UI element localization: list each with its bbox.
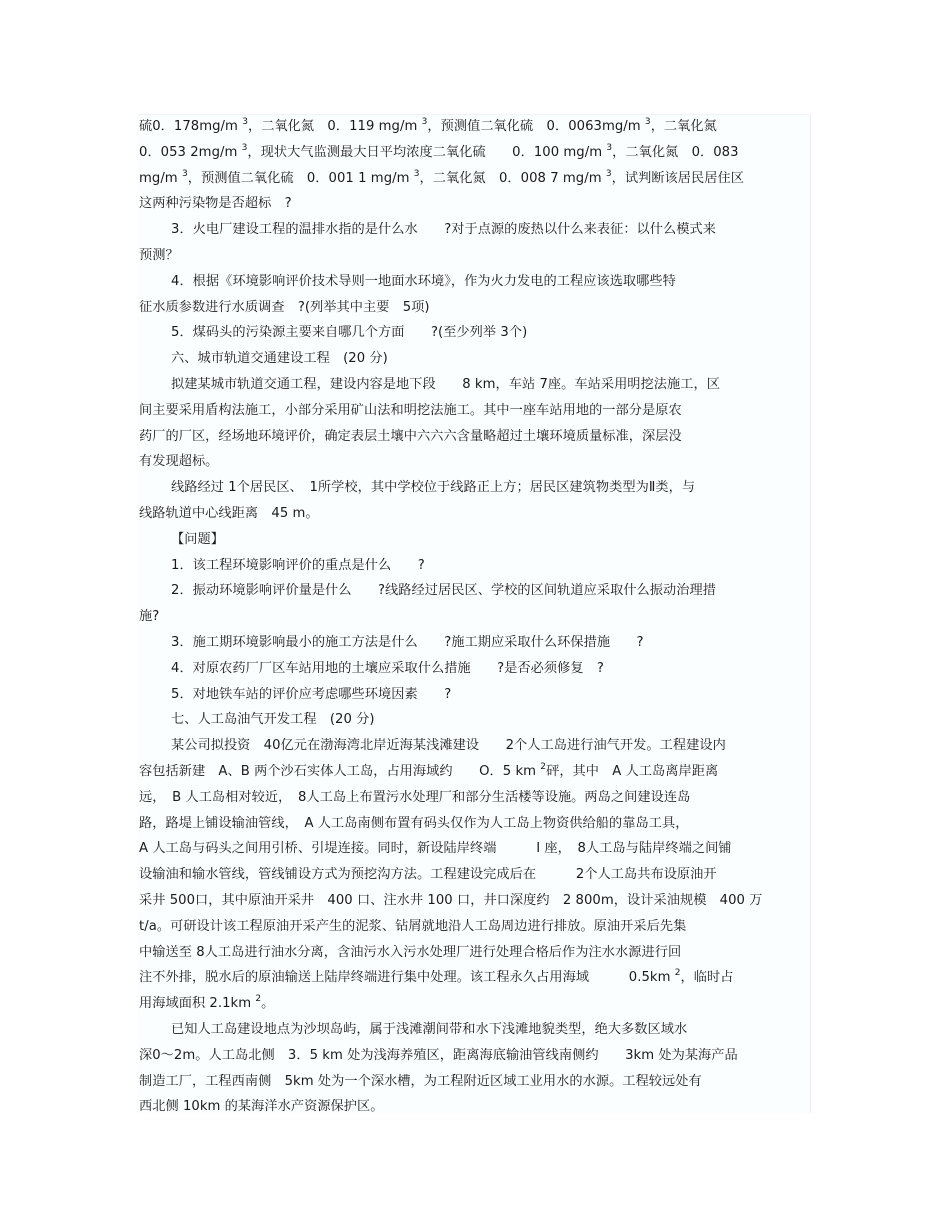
text-run: 4．对原农药厂厂区车站用地的土壤应采取什么措施 ?是否必须修复 ? — [171, 660, 604, 676]
text-run: 中输送至 8人工岛进行油水分离，含油污水入污水处理厂进行处理合格后作为注水水源进行回 — [139, 944, 682, 960]
text-run: 征水质参数进行水质调查 ?(列举其中主要 5项) — [139, 299, 430, 315]
text-line — [171, 220, 716, 240]
text-line — [139, 788, 690, 808]
text-line — [139, 865, 717, 885]
text-line — [139, 117, 717, 137]
text-run: 5．煤码头的污染源主要来自哪几个方面 ?(至少列举 3个) — [171, 325, 528, 341]
text-run: mg/m — [139, 170, 182, 186]
superscript: 3 — [241, 142, 248, 153]
text-run: ，临时占 — [680, 970, 734, 986]
text-line — [139, 607, 159, 627]
text-run: 拟建某城市轨道交通工程，建设内容是地下段 8 km，车站 7座。车站采用明挖法施工，区 — [171, 377, 720, 392]
text-line — [139, 1072, 702, 1092]
text-line — [139, 246, 179, 266]
text-line — [139, 1046, 738, 1066]
text-run: 注不外排，脱水后的原油输送上陆岸终端进行集中处理。该工程永久占用海域 0.5km — [139, 970, 675, 986]
superscript: 2 — [255, 994, 262, 1005]
text-run: ，预测值二氧化硫 0．0063mg/m — [427, 119, 645, 134]
text-line — [171, 685, 451, 705]
text-line — [171, 375, 720, 395]
text-line — [171, 349, 388, 369]
text-run: 七、人工岛油气开发工程 (20 分) — [171, 712, 375, 728]
text-run: ，二氧化氮 0．083 — [612, 144, 739, 160]
text-run: 制造工厂，工程西南侧 5km 处为一个深水槽，为工程附近区域工业用水的水源。工程较远处有 — [139, 1073, 702, 1089]
text-line — [139, 968, 733, 988]
text-line — [139, 917, 686, 937]
text-run: 施? — [139, 609, 160, 625]
superscript: 2 — [674, 968, 681, 979]
text-run: 。 — [261, 996, 275, 1012]
text-line — [171, 478, 695, 498]
text-line — [171, 323, 527, 343]
superscript: 3 — [242, 117, 248, 127]
text-line — [139, 814, 688, 834]
text-run: ，试判断该居民居住区 — [611, 170, 744, 186]
text-run: 药厂的厂区，经场地环境评价，确定表层土壤中六六六含量略超过土壤环境质量标准，深层没 — [139, 428, 682, 444]
text-run: 采井 500口，其中原油开采井 400 口、注水井 100 口，井口深度约 2 800m，设计采油规模 400 万 — [139, 893, 763, 908]
text-line — [171, 1020, 687, 1040]
text-run: 设输油和输水管线，管线铺设方式为预挖沟方法。工程建设完成后在 2个人工岛共布设原油开 — [139, 867, 717, 883]
superscript: 3 — [605, 168, 612, 179]
text-line — [139, 839, 732, 859]
text-line — [171, 633, 644, 653]
text-run: 5．对地铁车站的评价应考虑哪些环境因素 ? — [171, 686, 452, 702]
superscript: 3 — [413, 168, 420, 179]
text-line — [171, 272, 676, 292]
text-run: ，二氧化氮 — [650, 119, 717, 134]
document-page — [137, 114, 811, 1113]
text-run: 4．根据《环境影响评价技术导则一地面水环境》，作为火力发电的工程应该选取哪些特 — [171, 273, 676, 289]
text-run: 已知人工岛建设地点为沙坝岛屿，属于浅滩潮间带和水下浅滩地貌类型，绝大多数区域水 — [171, 1022, 688, 1037]
text-line — [139, 1097, 384, 1117]
text-line — [171, 736, 726, 756]
text-line — [139, 194, 292, 214]
text-run: 远， B 人工岛相对较近， 8人工岛上布置污水处理厂和部分生活楼等设施。两岛之间建设连岛 — [139, 789, 691, 805]
text-run: 【问题】 — [171, 531, 224, 547]
text-run: 3．施工期环境影响最小的施工方法是什么 ?施工期应采取什么环保措施 ? — [171, 635, 644, 650]
text-run: 预测？ — [139, 248, 179, 263]
text-line — [139, 169, 744, 189]
text-run: 某公司拟投资 40亿元在渤海湾北岸近海某浅滩建设 2个人工岛进行油气开发。工程建设内 — [171, 738, 726, 754]
superscript: 3 — [421, 117, 428, 127]
text-run: 线路经过 1个居民区、 1所学校，其中学校位于线路正上方；居民区建筑物类型为Ⅱ类，与 — [171, 480, 696, 496]
text-line — [171, 710, 375, 730]
text-line — [139, 401, 682, 421]
text-run: 深0～2m。人工岛北侧 3．5 km 处为浅海养殖区，距离海底输油管线南侧约 3km 处为某海产品 — [139, 1047, 738, 1063]
text-run: 这两种污染物是否超标 ? — [139, 196, 292, 212]
text-line — [139, 943, 681, 963]
text-line — [139, 452, 218, 472]
text-run: 2．振动环境影响评价量是什么 ?线路经过居民区、学校的区间轨道应采取什么振动治理措 — [171, 583, 716, 599]
text-run: 路，路堤上铺设输油管线， A 人工岛南侧布置有码头仅作为人工岛上物资供给船的靠岛工具， — [139, 815, 689, 831]
superscript: 2 — [540, 762, 547, 772]
text-run: A 人工岛与码头之间用引桥、引堤连接。同时，新设陆岸终端 I 座， 8人工岛与陆岸终端之间铺 — [139, 841, 732, 857]
text-line — [171, 530, 224, 550]
text-line — [139, 891, 762, 911]
text-line — [171, 556, 425, 576]
text-line — [139, 298, 430, 318]
text-run: 容包括新建 A、B 两个沙石实体人工岛，占用海域约 O．5 km — [139, 764, 541, 779]
text-run: 间主要采用盾构法施工，小部分采用矿山法和明挖法施工。其中一座车站用地的一部分是原农 — [139, 402, 682, 418]
superscript: 3 — [606, 142, 613, 153]
superscript: 3 — [644, 117, 651, 127]
text-line — [171, 581, 716, 601]
text-line — [139, 762, 718, 782]
text-run: t/a。可研设计该工程原油开采产生的泥浆、钻屑就地沿人工岛周边进行排放。原油开采后先集 — [139, 918, 687, 934]
text-run: 用海域面积 2.1km — [139, 996, 256, 1012]
text-run: 硫0．178mg/m — [139, 119, 243, 134]
text-run: 3．火电厂建设工程的温排水指的是什么水 ?对于点源的废热以什么来表征：以什么模式来 — [171, 222, 716, 238]
text-run: 西北侧 10km 的某海洋水产资源保护区。 — [139, 1099, 384, 1115]
text-run: 0．053 2mg/m — [139, 144, 242, 160]
text-run: 线路轨道中心线距离 45 m。 — [139, 506, 319, 521]
text-run: 六、城市轨道交通建设工程 (20 分) — [171, 351, 388, 367]
text-line — [171, 659, 604, 679]
text-run: ，二氧化氮 0．119 mg/m — [247, 119, 422, 134]
text-run: 砰，其中 A 人工岛离岸距离 — [546, 764, 719, 779]
text-run: 1．该工程环境影响评价的重点是什么 ? — [171, 557, 425, 573]
text-line — [139, 143, 739, 163]
text-run: 有发现超标。 — [139, 454, 219, 470]
text-run: ，预测值二氧化硫 0．001 1 mg/m — [187, 170, 414, 186]
text-line — [139, 504, 319, 524]
text-run: ，现状大气监测最大日平均浓度二氧化硫 0．100 mg/m — [247, 144, 607, 160]
superscript: 3 — [181, 168, 188, 179]
text-line — [139, 994, 274, 1014]
text-line — [139, 427, 682, 447]
text-run: ，二氧化氮 0．008 7 mg/m — [419, 170, 606, 186]
